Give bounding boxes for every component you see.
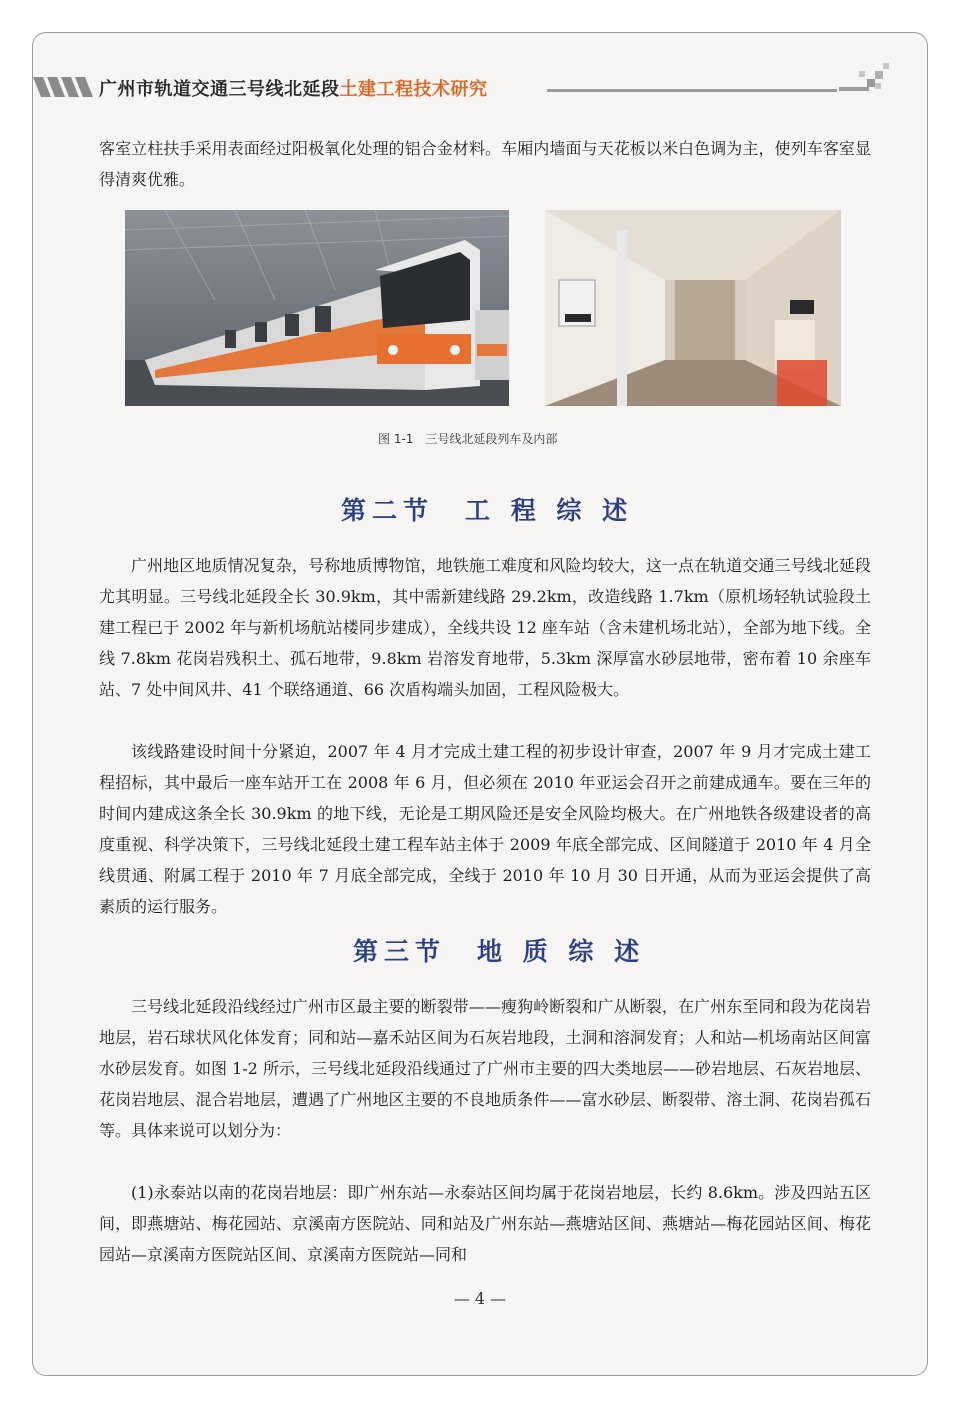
train-interior-image [545,210,841,406]
train-interior-photo [545,210,841,406]
section-3-paragraph-2: (1)永泰站以南的花岗岩地层：即广州东站—永泰站区间均属于花岗岩地层，长约 8.6km。涉及四站五区间，即燕塘站、梅花园站、京溪南方医院站、同和站及广州东站—燕塘站区间、燕塘站—梅花园站区间、梅花园站—京溪南方医院站区间、京溪南方医院站—同和 [99,1183,871,1264]
page-number: — 4 — [453,1289,507,1308]
section-3-paragraph-1: 三号线北延段沿线经过广州市区最主要的断裂带——瘦狗岭断裂和广从断裂，在广州东至同和段为花岗岩地层，岩石球状风化体发育；同和站—嘉禾站区间为石灰岩地段，土洞和溶洞发育；人和站—机场南站区间富水砂层发育。如图 1-2 所示，三号线北延段沿线通过了广州市主要的四大类地层——砂岩地层、石灰岩地层、花岗岩地层、混合岩地层，遭遇了广州地区主要的不良地质条件——富水砂层、断裂带、溶土洞、花岗岩孤石等。具体来说可以划分为： [99,997,871,1140]
train-exterior-image [125,210,509,406]
figure-caption: 图 1-1 三号线北延段列车及内部 [378,432,558,446]
header-title-accent: 土建工程技术研究 [339,79,488,100]
header-title [99,75,488,101]
train-exterior-photo [125,210,509,406]
section-3-title: 第三节 地 质 综 述 [353,937,646,966]
section-2-paragraph-1: 广州地区地质情况复杂，号称地质博物馆，地铁施工难度和风险均较大，这一点在轨道交通三号线北延段尤其明显。三号线北延段全长 30.9km，其中需新建线路 29.2km，改造线路 1.7km（原机场轻轨试验段土建工程已于 2002 年与新机场航站楼同步建成），全线共设 12 座车站（含未建机场北站），全部为地下线。全线 7.8km 花岗岩残积土、孤石地带，9.8km 岩溶发育地带，5.3km 深厚富水砂层地带，密布着 10 余座车站、7 处中间风井、41 个联络通道、66 次盾构端头加固，工程风险极大。 [99,556,871,699]
running-header [33,73,927,113]
header-rule [547,89,837,92]
page-frame [32,32,928,1376]
header-corner-decoration [839,59,899,103]
section-2-title: 第二节 工 程 综 述 [341,496,634,525]
header-stripes-decoration [33,73,97,101]
intro-paragraph: 客室立柱扶手采用表面经过阳极氧化处理的铝合金材料。车厢内墙面与天花板以米白色调为主，使列车客室显得清爽优雅。 [99,139,871,189]
header-title-main: 广州市轨道交通三号线北延段 [99,79,340,100]
section-2-paragraph-2: 该线路建设时间十分紧迫，2007 年 4 月才完成土建工程的初步设计审查，2007 年 9 月才完成土建工程招标，其中最后一座车站开工在 2008 年 6 月，但必须在 2010 年亚运会召开之前建成通车。要在三年的时间内建成这条全长 30.9km 的地下线，无论是工期风险还是安全风险均极大。在广州地铁各级建设者的高度重视、科学决策下，三号线北延段土建工程车站主体于 2009 年底全部完成、区间隧道于 2010 年 4 月全线贯通、附属工程于 2010 年 7 月底全部完成，全线于 2010 年 10 月 30 日开通，从而为亚运会提供了高素质的运行服务。 [99,742,871,916]
